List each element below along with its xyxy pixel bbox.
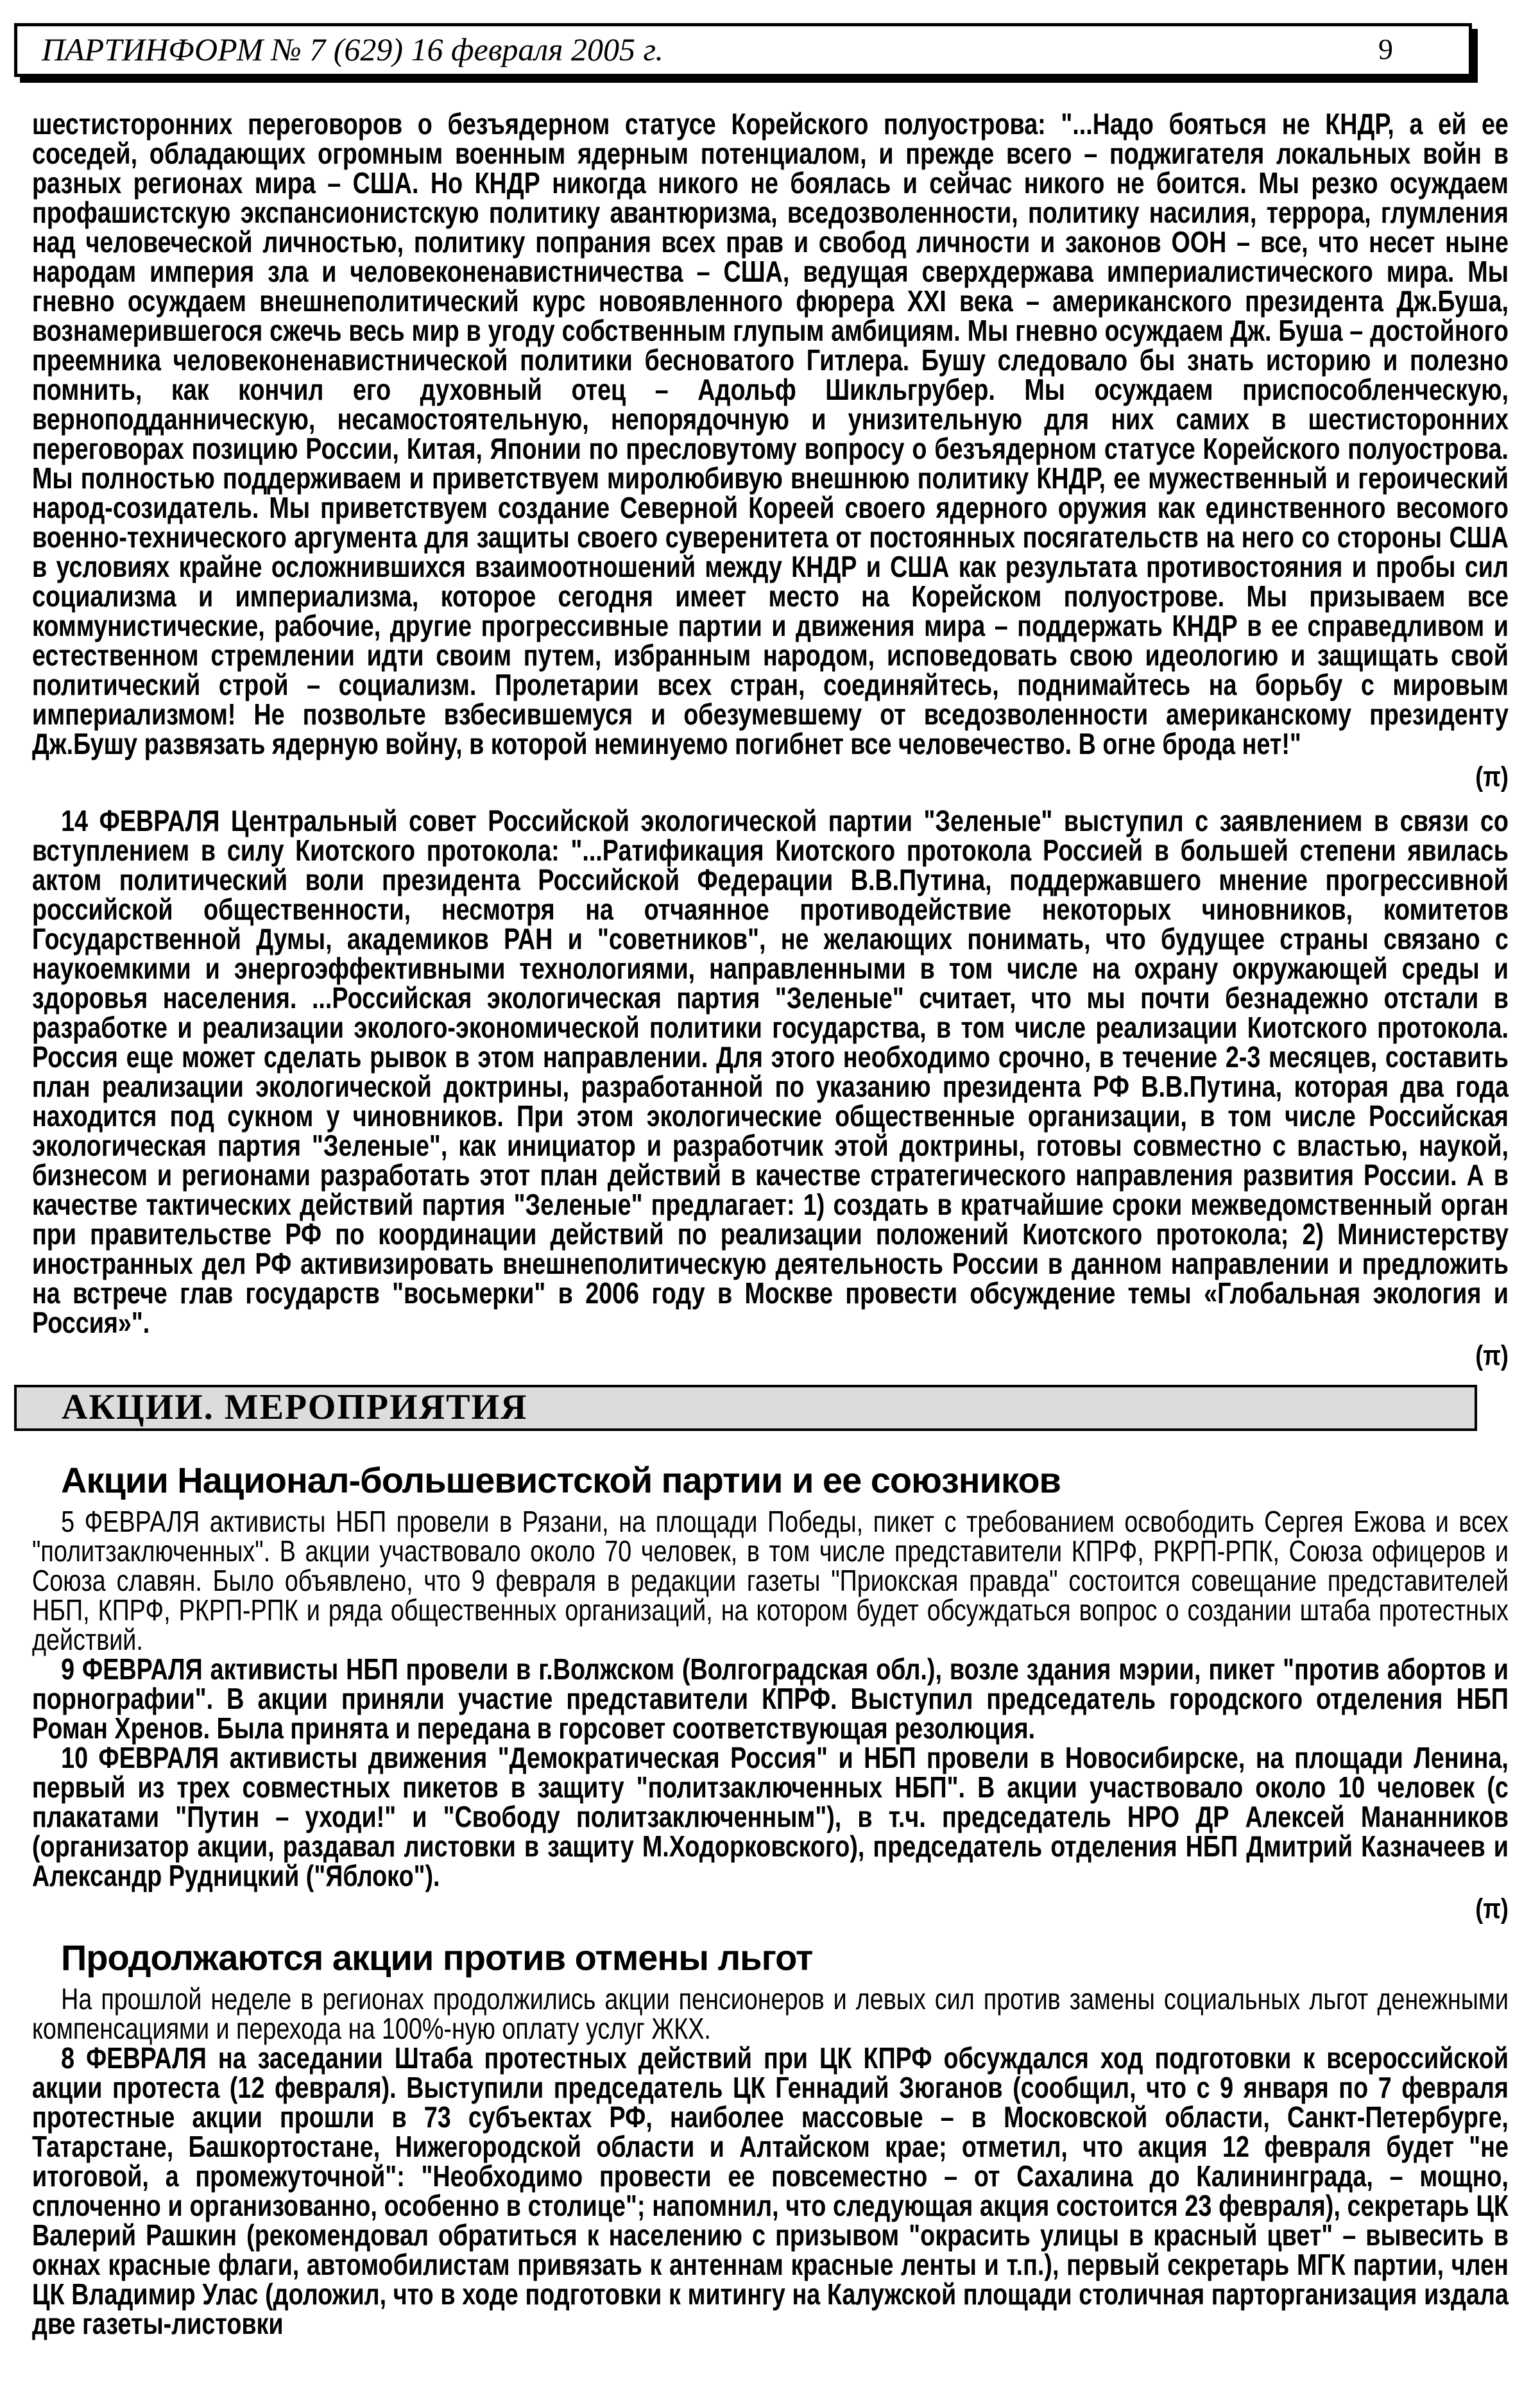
paragraph-kndr-statement: шестисторонних переговоров о безъядерном статусе Корейского полуострова: "...Надо бояться не КНДР, а ей ее соседей, обладающих огромным военным ядерным потенциалом, и прежде всего – поджигателя локальных войн в разных регионах мира – США. Но КНДР никогда никого не боялась и сейчас никого не боится. Мы резко осуждаем профашистскую экспансионистскую политику авантюризма, вседозволенности, политику насилия, террора, глумления над человеческой личностью, политику попрания всех прав и свобод личности и законов ООН – все, что несет ныне народам империя зла и человеконенавистничества – США, ведущая сверхдержава империалистического мира. Мы гневно осуждаем внешнеполитический курс новоявленного фюрера XXI века – американского президента Дж.Буша, вознамерившегося сжечь весь мир в угоду собственным глупым амбициям. Мы гневно осуждаем Дж. Буша – достойного преемника человеконенавистнической политики бесноватого Гитлера. Бушу следовало бы знать историю и полезно помнить, как кончил его духовный отец – Адольф Шикльгрубер. Мы осуждаем приспособленческую, верноподданническую, несамостоятельную, непорядочную и унизительную для них самих в шестисторонних переговорах позицию России, Китая, Японии по пресловутому вопросу о безъядерном статусе Корейского полуострова. Мы полностью поддерживаем и приветствуем миролюбивую внешнюю политику КНДР, ее мужественный и героический народ-созидатель. Мы приветствуем создание Северной Кореей своего ядерного оружия как единственного весомого военно-технического аргумента для защиты своего суверенитета от постоянных посягательств на него со стороны США в условиях крайне осложнившихся взаимоотношений между КНДР и США как результата противостояния и пробы сил социализма и империализма, которое сегодня имеет место на Корейском полуострове. Мы призываем все коммунистические, рабочие, другие прогрессивные партии и движения мира – поддержать КНДР в ее справедливом и естественном стремлении идти своим путем, избранным народом, исповедовать свою идеологию и защищать свой политический строй – социализм. Пролетарии всех стран, соединяйтесь, поднимайтесь на борьбу с мировым империализмом! Не позвольте взбесившемуся и обезумевшему от вседозволенности американскому президенту Дж.Бушу развязать ядерную войну, в которой неминуемо погибнет все человечество. В огне брода нет!" xyxy=(32,107,1509,760)
paragraph-nbp-volzhsky xyxy=(32,1654,1509,1743)
paragraph-nbp-novosibirsk xyxy=(32,1743,1509,1890)
item-date: 9 ФЕВРАЛЯ xyxy=(61,1652,203,1686)
item-text: активисты НБП провели в Рязани, на площади Победы, пикет с требованием освободить Сергея Ежова и всех "политзаключенных". В акции участвовало около 70 человек, в том числе представители КПРФ, РКРП-РПК, Союза офицеров и Союза славян. Было объявлено, что 9 февраля в редакции газеты "Приокская правда" состоится совещание представителей НБП, КПРФ, РКРП-РПК и ряда общественных организаций, на котором будет обсуждаться вопрос о создании штаба протестных действий. xyxy=(32,1505,1509,1656)
newsletter-title: ПАРТИНФОРМ № 7 (629) 16 февраля 2005 г. xyxy=(42,31,663,67)
heading-nbp-actions: Акции Национал-большевистской партии и ее союзников xyxy=(61,1460,1061,1500)
item-date: 10 ФЕВРАЛЯ xyxy=(61,1741,219,1774)
item-text: активисты НБП провели в г.Волжском (Волгоградская обл.), возле здания мэрии, пикет "против абортов и порнографии". В акции приняли участие представители КПРФ. Выступил председатель городского отделения НБП Роман Хренов. Была принята и передана в горсовет соответствующая резолюция. xyxy=(32,1652,1509,1745)
heading-benefits-actions: Продолжаются акции против отмены льгот xyxy=(61,1937,813,1978)
paragraph-benefits-shtab xyxy=(32,2043,1509,2338)
page-header xyxy=(14,23,1472,77)
item-date: 8 ФЕВРАЛЯ xyxy=(61,2041,207,2075)
pi-end-marker: (π) xyxy=(1475,761,1509,793)
page-number: 9 xyxy=(1378,33,1393,65)
page-body xyxy=(32,109,1508,2338)
pi-end-marker: (π) xyxy=(1475,1893,1509,1924)
paragraph-benefits-intro: На прошлой неделе в регионах продолжились акции пенсионеров и левых сил против замены социальных льгот денежными компенсациями и перехода на 100%-ную оплату услуг ЖКХ. xyxy=(32,1982,1509,2045)
item-date: 5 ФЕВРАЛЯ xyxy=(61,1505,200,1538)
section-title: АКЦИИ. МЕРОПРИЯТИЯ xyxy=(62,1387,528,1427)
item-text: активисты движения "Демократическая Россия" и НБП провели в Новосибирске, на площади Ленина, первый из трех совместных пикетов в защиту "политзаключенных НБП". В акции участвовало около 10 человек (с плакатами "Путин – уходи!" и "Свободу политзаключенным"), в т.ч. председатель НРО ДР Алексей Мананников (организатор акции, раздавал листовки в защиту М.Ходорковского), председатель отделения НБП Дмитрий Казначеев и Александр Рудницкий ("Яблоко"). xyxy=(32,1741,1509,1892)
paragraph-nbp-ryazan xyxy=(32,1507,1509,1654)
section-bar xyxy=(14,1385,1477,1431)
pi-end-marker: (π) xyxy=(1475,1340,1509,1371)
item-date: 14 ФЕВРАЛЯ xyxy=(61,804,220,837)
item-text: Центральный совет Российской экологической партии "Зеленые" выступил с заявлением в связи со вступлением в силу Киотского протокола: "...Ратификация Киотского протокола Россией в большей степени явилась актом политический воли президента Российской Федерации В.В.Путина, поддержавшего мнение прогрессивной российской общественности, несмотря на отчаянное противодействие некоторых чиновников, комитетов Государственной Думы, академиков РАН и "советников", не желающих понимать, что будущее страны связано с наукоемкими и энергоэффективными технологиями, направленными в том числе на охрану окружающей среды и здоровья населения. ...Российская экологическая партия "Зеленые" считает, что мы почти безнадежно отстали в разработке и реализации эколого-экономической политики государства, в том числе реализации Киотского протокола. Россия еще может сделать рывок в этом направлении. Для этого необходимо срочно, в течение 2-3 месяцев, составить план реализации экологической доктрины, разработанной по указанию президента РФ В.В.Путина, которая два года находится под сукном у чиновников. При этом экологические общественные организации, в том числе Российская экологическая партия "Зеленые", как инициатор и разработчик этой доктрины, готовы совместно с властью, наукой, бизнесом и регионами разработать этот план действий в качестве стратегического направления развития России. А в качестве тактических действий партия "Зеленые" предлагает: 1) создать в кратчайшие сроки межведомственный орган при правительстве РФ по координации действий по реализации положений Киотского протокола; 2) Министерству иностранных дел РФ активизировать внешнеполитическую деятельность России в данном направлении и предложить на встрече глав государств "восьмерки" в 2006 году в Москве провести обсуждение темы «Глобальная экология и Россия»". xyxy=(32,804,1509,1339)
paragraph-zelenye-statement xyxy=(32,806,1509,1337)
item-text: на заседании Штаба протестных действий при ЦК КПРФ обсуждался ход подготовки к всероссийской акции протеста (12 февраля). Выступили председатель ЦК Геннадий Зюганов (сообщил, что с 9 января по 7 февраля протестные акции прошли в 73 субъектах РФ, наиболее массовые – в Московской области, Санкт-Петербурге, Татарстане, Башкортостане, Нижегородской области и Алтайском крае; отметил, что акция 12 февраля будет "не итоговой, а промежуточной": "Необходимо провести ее повсеместно – от Сахалина до Калининграда, – мощно, сплоченно и организованно, особенно в столице"; напомнил, что следующая акция состоится 23 февраля), секретарь ЦК Валерий Рашкин (рекомендовал обратиться к населению с призывом "окрасить улицы в красный цвет" – вывесить в окнах красные флаги, автомобилистам привязать к антеннам красные ленты и т.п.), первый секретарь МГК партии, член ЦК Владимир Улас (доложил, что в ходе подготовки к митингу на Калужской площади столичная парторганизация издала две газеты-листовки xyxy=(32,2041,1509,2340)
